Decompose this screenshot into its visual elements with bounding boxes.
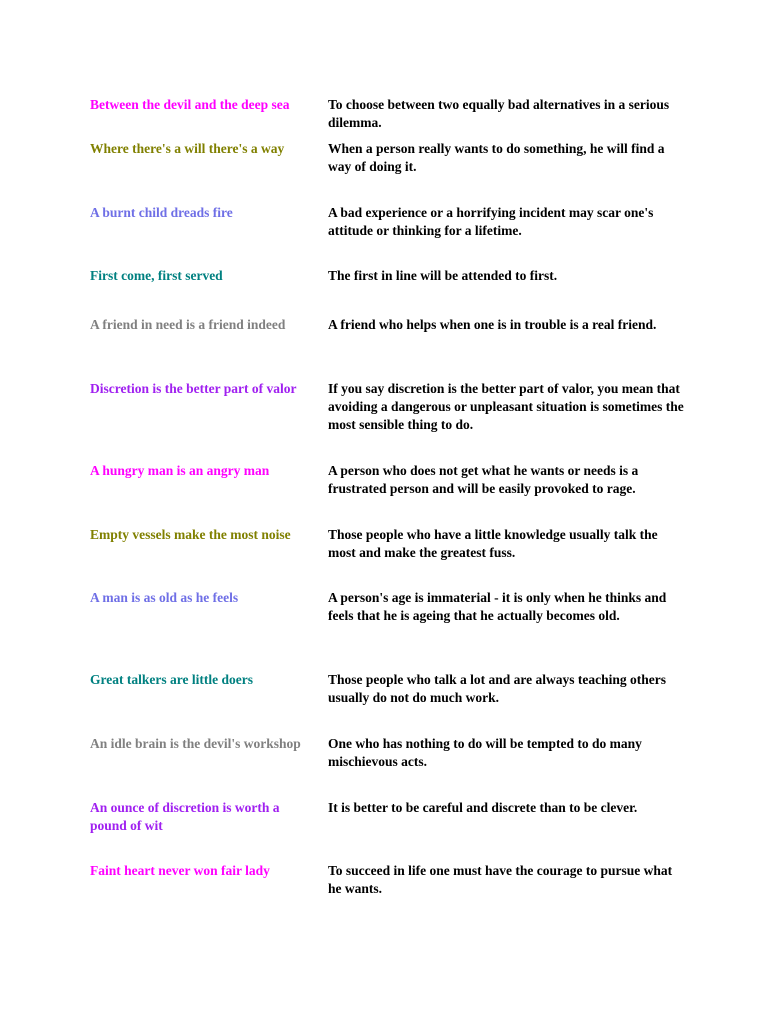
proverb-meaning: When a person really wants to do something, he will find a way of doing it.: [328, 141, 665, 174]
proverb-meaning: A person's age is immaterial - it is only when he thinks and feels that he is ageing that he actually becomes old.: [328, 590, 667, 623]
proverb-text: Faint heart never won fair lady: [90, 863, 270, 878]
proverb-meaning: A friend who helps when one is in trouble is a real friend.: [328, 317, 657, 332]
proverb-text: Discretion is the better part of valor: [90, 381, 297, 396]
proverb-text: Empty vessels make the most noise: [90, 527, 291, 542]
proverb-meaning: It is better to be careful and discrete than to be clever.: [328, 800, 638, 815]
proverb-text: Where there's a will there's a way: [90, 141, 285, 156]
proverb-text: Great talkers are little doers: [90, 672, 253, 687]
proverb-text: A hungry man is an angry man: [90, 463, 270, 478]
proverb-text: A man is as old as he feels: [90, 590, 239, 605]
proverb-meaning: A person who does not get what he wants or needs is a frustrated person and will be easily provoked to rage.: [328, 463, 639, 496]
proverb-text: Between the devil and the deep sea: [90, 97, 290, 112]
proverb-text: A burnt child dreads fire: [90, 205, 233, 220]
proverb-text: First come, first served: [90, 268, 223, 283]
proverb-meaning: To succeed in life one must have the courage to pursue what he wants.: [328, 863, 673, 896]
proverb-meaning: To choose between two equally bad alternatives in a serious dilemma.: [328, 97, 670, 130]
proverb-meaning: A bad experience or a horrifying incident may scar one's attitude or thinking for a lifetime.: [328, 205, 654, 238]
proverb-text: An ounce of discretion is worth a pound of wit: [90, 800, 280, 833]
proverb-meaning: One who has nothing to do will be tempted to do many mischievous acts.: [328, 736, 642, 769]
proverb-meaning: Those people who have a little knowledge usually talk the most and make the greatest fuss.: [328, 527, 658, 560]
proverb-text: A friend in need is a friend indeed: [90, 317, 286, 332]
proverb-meaning: Those people who talk a lot and are always teaching others usually do not do much work.: [328, 672, 667, 705]
proverb-meaning: If you say discretion is the better part of valor, you mean that avoiding a dangerous or unpleasant situation is sometimes the most sensible thing to do.: [328, 381, 684, 432]
proverb-meaning: The first in line will be attended to first.: [328, 268, 558, 283]
proverb-text: An idle brain is the devil's workshop: [90, 736, 301, 751]
